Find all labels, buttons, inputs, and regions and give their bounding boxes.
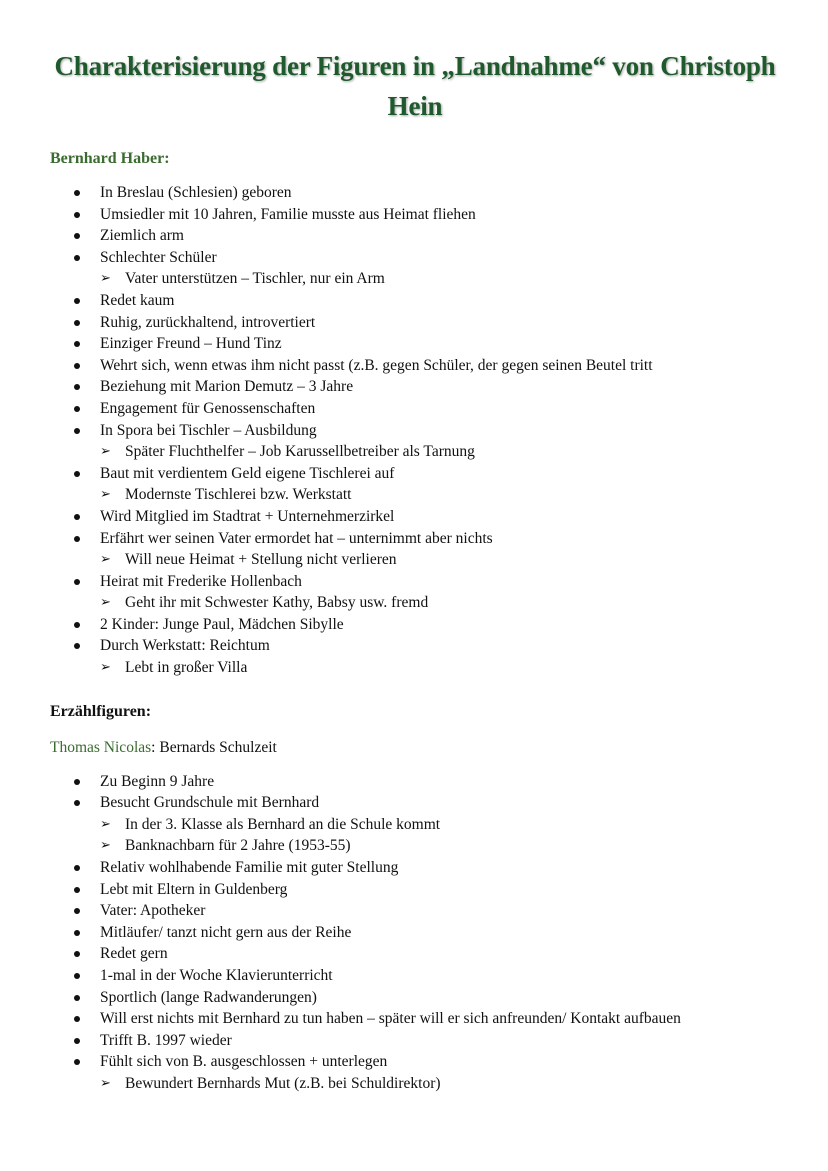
bullet-icon bbox=[74, 255, 80, 261]
list-item-text: Sportlich (lange Radwanderungen) bbox=[100, 988, 317, 1006]
list-item-text: Einziger Freund – Hund Tinz bbox=[100, 335, 282, 353]
sub-list-item-text: Geht ihr mit Schwester Kathy, Babsy usw. fremd bbox=[125, 594, 429, 612]
title-line-1: Charakterisierung der Figuren in „Landnahme“ von Christoph bbox=[54, 51, 776, 81]
sub-list bbox=[100, 657, 780, 679]
bullet-icon bbox=[74, 995, 80, 1001]
section-heading-erzaehlfiguren: Erzählfiguren: bbox=[50, 702, 152, 720]
list-item bbox=[50, 290, 780, 312]
list-item-text: Umsiedler mit 10 Jahren, Familie musste aus Heimat fliehen bbox=[100, 205, 476, 223]
arrow-bullet-icon: ➢ bbox=[100, 444, 111, 460]
bullet-icon bbox=[74, 1038, 80, 1044]
subhead-name: Thomas Nicolas bbox=[50, 738, 152, 756]
arrow-bullet-icon: ➢ bbox=[100, 271, 111, 287]
list-item-text: In Spora bei Tischler – Ausbildung bbox=[100, 421, 317, 439]
list-item-text: Redet gern bbox=[100, 945, 168, 963]
thomas-list bbox=[50, 771, 780, 1095]
sub-list-item bbox=[100, 441, 780, 463]
list-item-text: Ruhig, zurückhaltend, introvertiert bbox=[100, 313, 316, 331]
subhead-rest: : Bernards Schulzeit bbox=[151, 738, 277, 756]
list-item bbox=[50, 771, 780, 793]
list-item bbox=[50, 857, 780, 879]
list-item bbox=[50, 528, 780, 571]
bullet-icon bbox=[74, 908, 80, 914]
bullet-icon bbox=[74, 1059, 80, 1065]
list-item bbox=[50, 792, 780, 857]
sub-list bbox=[100, 268, 780, 290]
list-item bbox=[50, 879, 780, 901]
bullet-icon bbox=[74, 1016, 80, 1022]
sub-list-item bbox=[100, 592, 780, 614]
list-item-text: Lebt mit Eltern in Guldenberg bbox=[100, 880, 288, 898]
list-item bbox=[50, 635, 780, 678]
list-item-text: 2 Kinder: Junge Paul, Mädchen Sibylle bbox=[100, 615, 344, 633]
bullet-icon bbox=[74, 298, 80, 304]
list-item-text: Redet kaum bbox=[100, 291, 175, 309]
list-item-text: Baut mit verdientem Geld eigene Tischlerei auf bbox=[100, 464, 395, 482]
list-item-text: Zu Beginn 9 Jahre bbox=[100, 772, 215, 790]
bullet-icon bbox=[74, 233, 80, 239]
list-item bbox=[50, 420, 780, 463]
list-item bbox=[50, 204, 780, 226]
bullet-icon bbox=[74, 190, 80, 196]
page-title bbox=[50, 46, 780, 126]
list-item-text: Wehrt sich, wenn etwas ihm nicht passt (z.B. gegen Schüler, der gegen seinen Beutel tritt bbox=[100, 356, 653, 374]
sub-list-item-text: Banknachbarn für 2 Jahre (1953-55) bbox=[125, 837, 351, 855]
list-item-text: Trifft B. 1997 wieder bbox=[100, 1031, 232, 1049]
bullet-icon bbox=[74, 320, 80, 326]
sub-list-item bbox=[100, 268, 780, 290]
bullet-icon bbox=[74, 384, 80, 390]
bernhard-list bbox=[50, 182, 780, 679]
list-item bbox=[50, 333, 780, 355]
arrow-bullet-icon: ➢ bbox=[100, 660, 111, 676]
list-item bbox=[50, 312, 780, 334]
sub-list-item-text: Will neue Heimat + Stellung nicht verlieren bbox=[125, 551, 397, 569]
bullet-icon bbox=[74, 471, 80, 477]
sub-list-item-text: Lebt in großer Villa bbox=[125, 659, 248, 677]
list-item-text: Relativ wohlhabende Familie mit guter Stellung bbox=[100, 859, 399, 877]
bullet-icon bbox=[74, 887, 80, 893]
bullet-icon bbox=[74, 643, 80, 649]
bullet-icon bbox=[74, 212, 80, 218]
list-item-text: Ziemlich arm bbox=[100, 227, 184, 245]
sub-list bbox=[100, 814, 780, 857]
bullet-icon bbox=[74, 428, 80, 434]
list-item bbox=[50, 355, 780, 377]
list-item bbox=[50, 506, 780, 528]
list-item bbox=[50, 614, 780, 636]
sub-list-item bbox=[100, 549, 780, 571]
bullet-icon bbox=[74, 973, 80, 979]
sub-list bbox=[100, 1073, 780, 1095]
title-line-2: Hein bbox=[387, 91, 443, 121]
list-item bbox=[50, 376, 780, 398]
list-item bbox=[50, 463, 780, 506]
sub-list-item-text: Vater unterstützen – Tischler, nur ein Arm bbox=[125, 270, 385, 288]
sub-list bbox=[100, 484, 780, 506]
list-item-text: Mitläufer/ tanzt nicht gern aus der Reihe bbox=[100, 923, 352, 941]
arrow-bullet-icon: ➢ bbox=[100, 487, 111, 503]
list-item-text: Wird Mitglied im Stadtrat + Unternehmerzirkel bbox=[100, 507, 395, 525]
arrow-bullet-icon: ➢ bbox=[100, 838, 111, 854]
list-item-text: 1-mal in der Woche Klavierunterricht bbox=[100, 967, 333, 984]
sub-list-item bbox=[100, 1073, 780, 1095]
list-item bbox=[50, 943, 780, 965]
list-item-text: Engagement für Genossenschaften bbox=[100, 399, 316, 417]
bullet-icon bbox=[74, 779, 80, 785]
sub-list-item-text: In der 3. Klasse als Bernhard an die Schule kommt bbox=[125, 815, 441, 833]
subhead-thomas bbox=[50, 737, 780, 759]
list-item-text: Heirat mit Frederike Hollenbach bbox=[100, 572, 302, 590]
bullet-icon bbox=[74, 406, 80, 412]
bullet-icon bbox=[74, 341, 80, 347]
sub-list-item bbox=[100, 484, 780, 506]
bullet-icon bbox=[74, 514, 80, 520]
list-item bbox=[50, 225, 780, 247]
list-item-text: Durch Werkstatt: Reichtum bbox=[100, 637, 270, 655]
list-item bbox=[50, 1051, 780, 1094]
list-item bbox=[50, 922, 780, 944]
list-item bbox=[50, 571, 780, 614]
bullet-icon bbox=[74, 579, 80, 585]
list-item bbox=[50, 987, 780, 1009]
list-item bbox=[50, 1008, 780, 1030]
list-item bbox=[50, 247, 780, 290]
sub-list bbox=[100, 441, 780, 463]
bullet-icon bbox=[74, 363, 80, 369]
list-item-text: Will erst nichts mit Bernhard zu tun haben – später will er sich anfreunden/ Kontakt aufbauen bbox=[100, 1010, 681, 1028]
bullet-icon bbox=[74, 951, 80, 957]
list-item-text: Schlechter Schüler bbox=[100, 248, 217, 266]
list-item bbox=[50, 900, 780, 922]
list-item-text: Besucht Grundschule mit Bernhard bbox=[100, 794, 320, 812]
sub-list-item bbox=[100, 814, 780, 836]
list-item bbox=[50, 1030, 780, 1052]
sub-list-item-text: Später Fluchthelfer – Job Karussellbetreiber als Tarnung bbox=[125, 443, 475, 461]
sub-list-item-text: Modernste Tischlerei bzw. Werkstatt bbox=[125, 486, 352, 504]
arrow-bullet-icon: ➢ bbox=[100, 552, 111, 568]
list-item-text: Vater: Apotheker bbox=[100, 902, 206, 920]
sub-list bbox=[100, 592, 780, 614]
list-item-text: Fühlt sich von B. ausgeschlossen + unterlegen bbox=[100, 1053, 388, 1071]
list-item bbox=[50, 398, 780, 420]
list-item bbox=[50, 182, 780, 204]
sub-list-item bbox=[100, 657, 780, 679]
list-item bbox=[50, 965, 780, 987]
list-item-text: Beziehung mit Marion Demutz – 3 Jahre bbox=[100, 378, 354, 396]
list-item-text: In Breslau (Schlesien) geboren bbox=[100, 184, 292, 201]
arrow-bullet-icon: ➢ bbox=[100, 816, 111, 832]
bullet-icon bbox=[74, 536, 80, 542]
document-page bbox=[50, 46, 780, 1095]
bullet-icon bbox=[74, 865, 80, 871]
sub-list-item bbox=[100, 835, 780, 857]
list-item-text: Erfährt wer seinen Vater ermordet hat – unternimmt aber nichts bbox=[100, 529, 493, 547]
bullet-icon bbox=[74, 930, 80, 936]
bullet-icon bbox=[74, 622, 80, 628]
sub-list-item-text: Bewundert Bernhards Mut (z.B. bei Schuldirektor) bbox=[125, 1074, 441, 1092]
bullet-icon bbox=[74, 800, 80, 806]
arrow-bullet-icon: ➢ bbox=[100, 595, 111, 611]
arrow-bullet-icon: ➢ bbox=[100, 1075, 111, 1091]
sub-list bbox=[100, 549, 780, 571]
section-heading-bernhard: Bernhard Haber: bbox=[50, 150, 170, 167]
